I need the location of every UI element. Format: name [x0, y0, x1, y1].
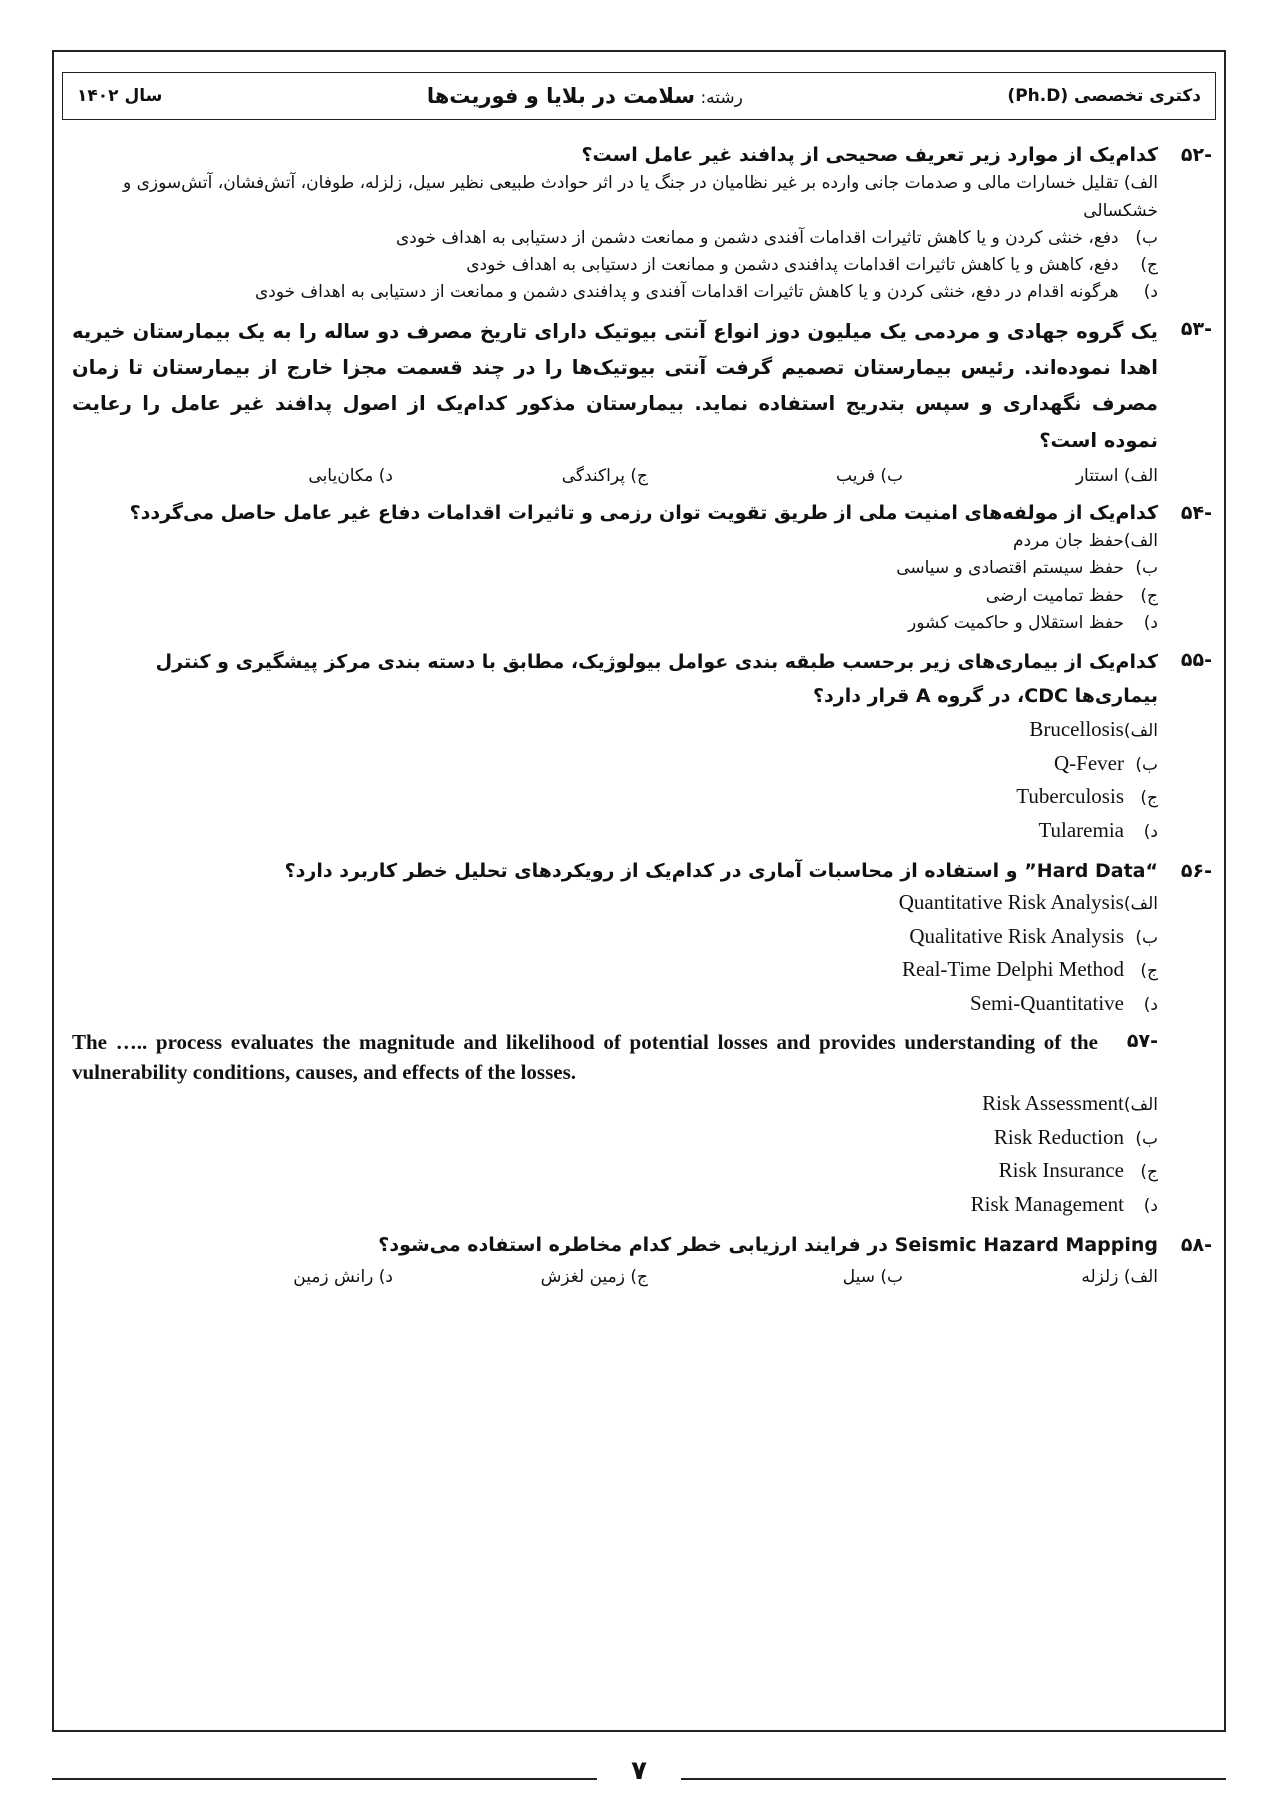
field-title [427, 84, 743, 108]
option-b[interactable] [72, 555, 1158, 582]
option-label: ب) [880, 1266, 903, 1287]
option-text: تقلیل خسارات مالی و صدمات جانی وارده بر غیر نظامیان در جنگ یا در اثر حوادث طبیعی نظیر سیل، زلزله، طوفان، آتش‌فشان، آتش‌سوزی و خشکسالی [123, 173, 1158, 221]
option-text: Tularemia [1038, 818, 1124, 843]
option-d[interactable] [72, 987, 1158, 1021]
page-header [62, 72, 1216, 120]
option-label: د) [378, 465, 393, 486]
question-number: -۵۵ [1180, 648, 1212, 671]
option-text: Quantitative Risk Analysis [898, 890, 1124, 915]
option-text: Brucellosis [1029, 717, 1124, 742]
option-d[interactable] [72, 279, 1158, 306]
option-text: زمین لغزش [540, 1266, 625, 1287]
option-label: الف) [1123, 531, 1158, 552]
question-text: Seismic Hazard Mapping در فرایند ارزیابی خطر کدام مخاطره استفاده می‌شود؟ [378, 1233, 1158, 1256]
option-label: ب) [1135, 927, 1158, 948]
question-58 [72, 1230, 1212, 1292]
option-text: Risk Assessment [982, 1091, 1124, 1116]
option-label: د) [378, 1266, 393, 1287]
field-label: رشته: [700, 88, 743, 108]
field-value: سلامت در بلایا و فوریت‌ها [426, 84, 696, 108]
option-a[interactable] [72, 886, 1158, 920]
option-c[interactable] [72, 252, 1158, 279]
option-text: استتار [1075, 465, 1119, 486]
option-text: Semi-Quantitative [970, 990, 1124, 1015]
option-d[interactable] [138, 463, 393, 490]
question-text: کدام‌یک از مولفه‌های امنیت ملی از طریق تقویت توان رزمی و تاثیرات اقدامات دفاع غیر عامل حاصل می‌گردد؟ [129, 501, 1158, 524]
option-a[interactable] [72, 713, 1158, 747]
options-row [72, 463, 1158, 490]
option-text: فریب [836, 465, 875, 486]
option-c[interactable] [72, 953, 1158, 987]
option-label: ب) [1135, 227, 1158, 248]
option-text: زلزله [1081, 1266, 1119, 1287]
question-56 [72, 856, 1212, 1021]
question-54 [72, 498, 1212, 637]
option-text: حفظ استقلال و حاکمیت کشور [908, 612, 1124, 633]
question-52 [72, 140, 1212, 306]
option-label: ب) [880, 465, 903, 486]
option-a[interactable] [903, 463, 1158, 490]
option-text: Q-Fever [1054, 750, 1124, 775]
question-number: -۵۶ [1180, 859, 1212, 882]
option-d[interactable] [72, 1188, 1158, 1222]
option-d[interactable] [138, 1264, 393, 1291]
option-label: الف) [1123, 1266, 1158, 1287]
option-b[interactable] [72, 1121, 1158, 1155]
option-text: Risk Insurance [998, 1158, 1124, 1183]
option-a[interactable] [72, 528, 1158, 555]
option-text: Qualitative Risk Analysis [909, 923, 1124, 948]
questions-section [72, 140, 1212, 1297]
degree-label: دکتری تخصصی (Ph.D) [1007, 86, 1201, 106]
option-text: رانش زمین [293, 1266, 374, 1287]
question-number: -۵۸ [1180, 1233, 1212, 1256]
option-label: الف) [1123, 465, 1158, 486]
option-label: ب) [1135, 754, 1158, 775]
option-label: د) [1143, 1195, 1158, 1216]
option-c[interactable] [393, 1264, 648, 1291]
question-text: کدام‌یک از بیماری‌های زیر برحسب طبقه بندی عوامل بیولوژیک، مطابق با دسته بندی مرکز پیشگیری و کنترل بیماری‌ها CDC، در گروه A قرار دارد؟ [155, 650, 1158, 708]
question-53 [72, 314, 1212, 489]
option-c[interactable] [72, 780, 1158, 814]
option-label: ج) [630, 1266, 648, 1287]
option-label: ب) [1135, 1128, 1158, 1149]
option-b[interactable] [648, 463, 903, 490]
option-c[interactable] [72, 583, 1158, 610]
option-label: ب) [1135, 558, 1158, 579]
option-label: د) [1143, 994, 1158, 1015]
option-c[interactable] [393, 463, 648, 490]
option-d[interactable] [72, 610, 1158, 637]
option-a[interactable] [903, 1264, 1158, 1291]
option-label: الف) [1123, 173, 1158, 194]
option-label: الف) [1123, 894, 1158, 915]
option-text: حفظ جان مردم [1013, 531, 1124, 552]
option-label: ج) [1140, 1162, 1158, 1183]
option-c[interactable] [72, 1154, 1158, 1188]
option-text: دفع، کاهش و یا کاهش تاثیرات اقدامات پدافندی دشمن و ممانعت از دستیابی به اهداف خودی [466, 254, 1119, 275]
option-label: الف) [1123, 1095, 1158, 1116]
option-b[interactable] [72, 747, 1158, 781]
option-label: د) [1143, 612, 1158, 633]
question-text: یک گروه جهادی و مردمی یک میلیون دوز انواع آنتی بیوتیک دارای تاریخ مصرف دو ساله را به یک بیمارستان خیریه اهدا نموده‌اند. رئیس بیمارستان تصمیم گرفت آنتی بیوتیک‌ها را در چند قسمت مجزا خارج از بیمارستان تا زمان مصرف نگهداری و سپس بتدریج استفاده نماید. بیمارستان مذکور کدام‌یک از اصول پدافند غیر عامل را رعایت نموده است؟ [72, 320, 1158, 452]
option-text: حفظ تمامیت ارضی [985, 585, 1124, 606]
option-label: د) [1143, 282, 1158, 303]
question-number: -۵۷ [1126, 1030, 1158, 1053]
option-label: الف) [1123, 721, 1158, 742]
option-text: Risk Management [970, 1191, 1124, 1216]
page-number: ۷ [631, 1756, 647, 1786]
question-57 [72, 1028, 1212, 1221]
question-number: -۵۳ [1180, 318, 1212, 341]
option-text: Risk Reduction [993, 1124, 1124, 1149]
option-text: دفع، خنثی کردن و یا کاهش تاثیرات اقدامات آفندی دشمن و ممانعت دشمن از دستیابی به اهداف خودی [395, 227, 1119, 248]
option-label: ج) [1140, 585, 1158, 606]
question-text-english [72, 1028, 1158, 1087]
question-number: -۵۲ [1180, 144, 1212, 166]
option-text: مکان‌یابی [308, 465, 374, 486]
question-number: -۵۴ [1180, 501, 1212, 524]
question-text: “Hard Data” و استفاده از محاسبات آماری در کدام‌یک از رویکردهای تحلیل خطر کاربرد دارد؟ [284, 859, 1158, 882]
option-text: سیل [842, 1266, 875, 1287]
question-text: The ….. process evaluates the magnitude and likelihood of potential losses and provides understanding of the vulnerability conditions, causes, and effects of the losses. [72, 1030, 1098, 1084]
option-text: Real-Time Delphi Method [901, 957, 1124, 982]
page-footer [52, 1756, 1226, 1788]
option-label: ج) [1140, 254, 1158, 275]
option-label: د) [1143, 822, 1158, 843]
option-label: ج) [630, 465, 648, 486]
option-text: حفظ سیستم اقتصادی و سیاسی [896, 558, 1124, 579]
option-b[interactable] [648, 1264, 903, 1291]
option-label: ج) [1140, 961, 1158, 982]
option-b[interactable] [72, 225, 1158, 252]
question-text: کدام‌یک از موارد زیر تعریف صحیحی از پدافند غیر عامل است؟ [581, 144, 1158, 166]
option-a[interactable] [72, 170, 1158, 224]
option-label: ج) [1140, 788, 1158, 809]
option-text: هرگونه اقدام در دفع، خنثی کردن و یا کاهش تاثیرات اقدامات آفندی و پدافندی دشمن و ممانعت از دستیابی به اهداف خودی [254, 282, 1119, 303]
year-label: سال ۱۴۰۲ [77, 86, 163, 106]
question-55 [72, 645, 1212, 848]
option-d[interactable] [72, 814, 1158, 848]
option-a[interactable] [72, 1087, 1158, 1121]
option-text: Tuberculosis [1016, 784, 1124, 809]
option-b[interactable] [72, 920, 1158, 954]
options-row [72, 1264, 1158, 1291]
option-text: پراکندگی [561, 465, 625, 486]
